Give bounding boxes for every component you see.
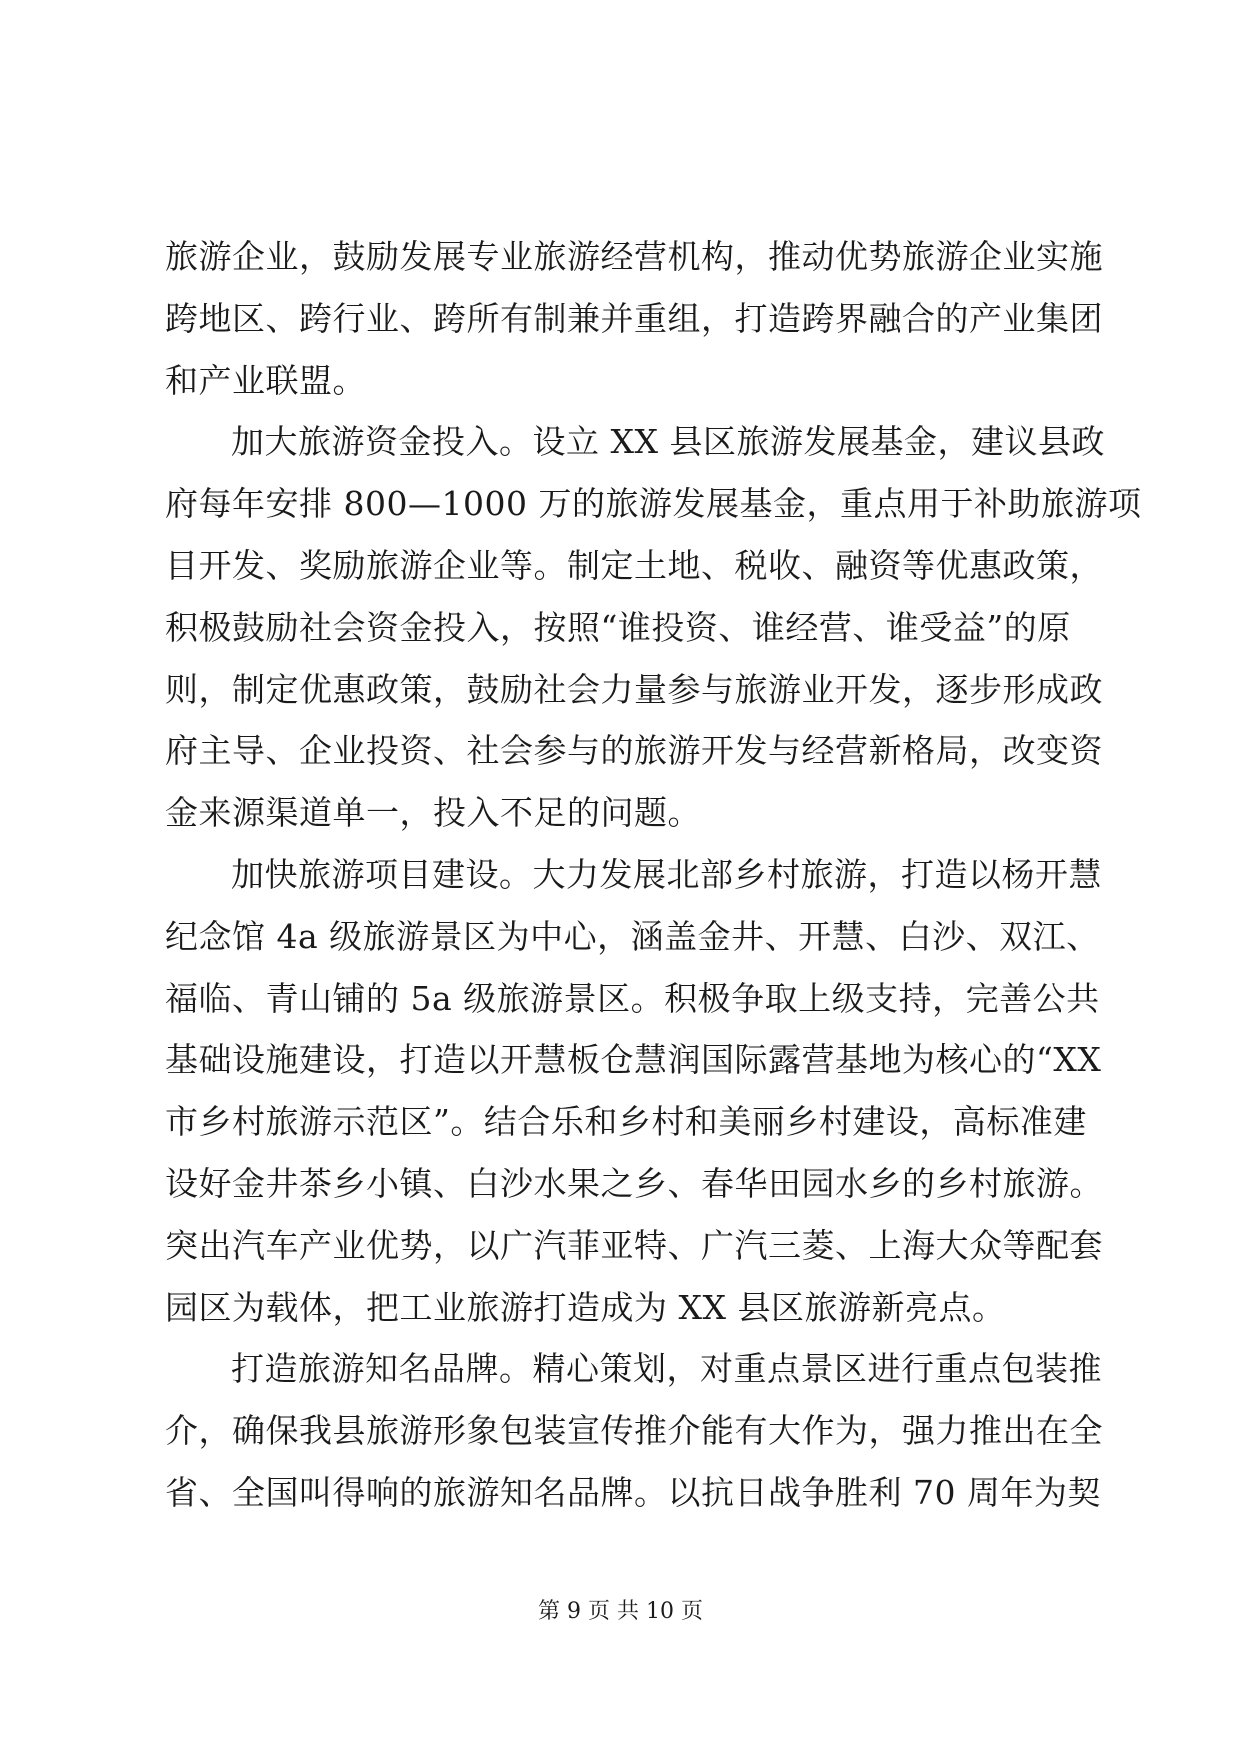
text-line: 则，制定优惠政策，鼓励社会力量参与旅游业开发，逐步形成政	[165, 669, 1103, 709]
text-line: 介，确保我县旅游形象包装宣传推介能有大作为，强力推出在全	[165, 1411, 1103, 1451]
text-line: 突出汽车产业优势，以广汽菲亚特、广汽三菱、上海大众等配套	[165, 1225, 1103, 1265]
document-body	[165, 226, 1142, 1524]
text-line: 府主导、企业投资、社会参与的旅游开发与经营新格局，改变资	[165, 731, 1103, 771]
text-line: 福临、青山铺的 5a 级旅游景区。积极争取上级支持，完善公共	[165, 978, 1100, 1018]
text-line: 旅游企业，鼓励发展专业旅游经营机构，推动优势旅游企业实施	[165, 237, 1103, 276]
text-line: 府每年安排 800—1000 万的旅游发展基金，重点用于补助旅游项	[165, 484, 1142, 524]
text-line: 园区为载体，把工业旅游打造成为 XX 县区旅游新亮点。	[165, 1287, 1006, 1327]
text-line: 市乡村旅游示范区”。结合乐和乡村和美丽乡村建设，高标准建	[165, 1102, 1087, 1142]
text-line: 跨地区、跨行业、跨所有制兼并重组，打造跨界融合的产业集团	[165, 298, 1103, 338]
page-footer	[0, 1597, 1241, 1627]
paragraph-start-line: 打造旅游知名品牌。精心策划，对重点景区进行重点包装推	[231, 1349, 1102, 1389]
text-line: 目开发、奖励旅游企业等。制定土地、税收、融资等优惠政策，	[165, 545, 1103, 585]
text-line: 积极鼓励社会资金投入，按照“谁投资、谁经营、谁受益”的原	[165, 607, 1071, 647]
text-line: 设好金井茶乡小镇、白沙水果之乡、春华田园水乡的乡村旅游。	[165, 1163, 1103, 1203]
text-line: 省、全国叫得响的旅游知名品牌。以抗日战争胜利 70 周年为契	[165, 1472, 1101, 1512]
text-line: 纪念馆 4a 级旅游景区为中心，涵盖金井、开慧、白沙、双江、	[165, 916, 1100, 956]
text-line: 和产业联盟。	[165, 360, 366, 400]
text-line: 基础设施建设，打造以开慧板仓慧润国际露营基地为核心的“XX	[165, 1040, 1102, 1080]
text-line: 金来源渠道单一，投入不足的问题。	[165, 793, 701, 833]
page-number-label: 第 9 页 共 10 页	[538, 1599, 703, 1624]
paragraph-start-line: 加大旅游资金投入。设立 XX 县区旅游发展基金，建议县政	[231, 422, 1105, 462]
paragraph-start-line: 加快旅游项目建设。大力发展北部乡村旅游，打造以杨开慧	[231, 854, 1102, 894]
